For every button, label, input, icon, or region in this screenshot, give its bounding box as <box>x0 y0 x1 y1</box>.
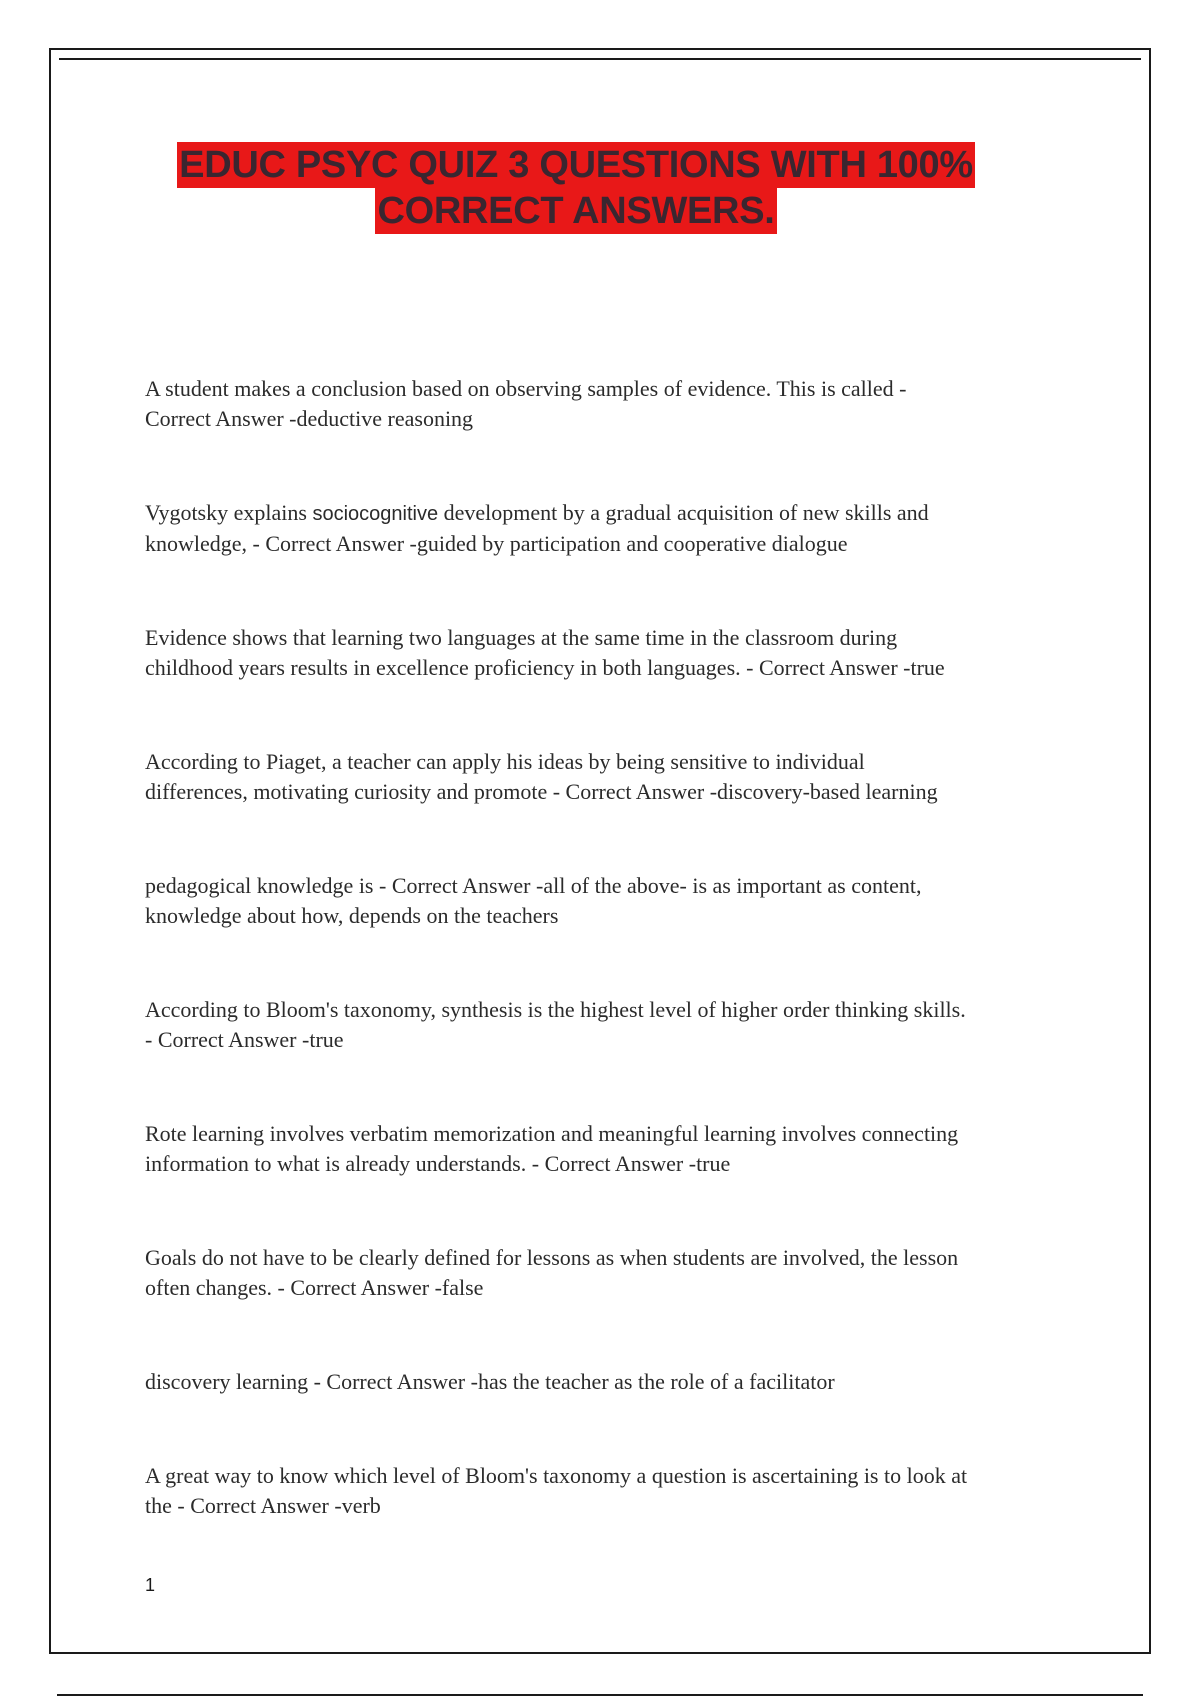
next-page-rule <box>57 1694 1143 1696</box>
qa-item-6 <box>145 995 1065 1055</box>
qa-text: discovery learning - Correct Answer -has the teacher as the role of a facilitator <box>145 1369 835 1394</box>
qa-text: the - Correct Answer -verb <box>145 1493 381 1518</box>
qa-text: Vygotsky explains <box>145 500 313 525</box>
qa-text: Rote learning involves verbatim memorization and meaningful learning involves connecting <box>145 1121 959 1146</box>
qa-text: According to Piaget, a teacher can apply his ideas by being sensitive to individual <box>145 749 865 774</box>
qa-text: development by a gradual acquisition of new skills and <box>438 500 929 525</box>
qa-text: Evidence shows that learning two languages at the same time in the classroom during <box>145 625 898 650</box>
document-title <box>96 142 1056 234</box>
qa-item-9 <box>145 1367 1065 1397</box>
qa-text: childhood years results in excellence proficiency in both languages. - Correct Answer -true <box>145 655 945 680</box>
qa-list <box>145 374 1065 1585</box>
qa-text: A student makes a conclusion based on observing samples of evidence. This is called - <box>145 376 907 401</box>
qa-text: - Correct Answer -true <box>145 1027 344 1052</box>
qa-text: Correct Answer -deductive reasoning <box>145 406 474 431</box>
qa-item-10 <box>145 1461 1065 1521</box>
qa-text: According to Bloom's taxonomy, synthesis is the highest level of higher order thinking skills. <box>145 997 966 1022</box>
qa-item-5 <box>145 871 1065 931</box>
qa-item-2 <box>145 498 1065 559</box>
qa-text: A great way to know which level of Bloom's taxonomy a question is ascertaining is to look at <box>145 1463 968 1488</box>
page-number: 1 <box>145 1575 156 1595</box>
title-line-2: CORRECT ANSWERS. <box>377 190 775 232</box>
qa-item-8 <box>145 1243 1065 1303</box>
qa-text: often changes. - Correct Answer -false <box>145 1275 484 1300</box>
qa-text: Goals do not have to be clearly defined for lessons as when students are involved, the lesson <box>145 1245 959 1270</box>
qa-text: knowledge, - Correct Answer -guided by participation and cooperative dialogue <box>145 531 848 556</box>
qa-text: knowledge about how, depends on the teachers <box>145 903 559 928</box>
qa-text: differences, motivating curiosity and promote - Correct Answer -discovery-based learning <box>145 779 938 804</box>
title-line-1: EDUC PSYC QUIZ 3 QUESTIONS WITH 100% <box>179 144 973 186</box>
qa-item-4 <box>145 747 1065 807</box>
qa-text-sans: sociocognitive <box>312 503 439 525</box>
qa-item-1 <box>145 374 1065 434</box>
qa-item-3 <box>145 623 1065 683</box>
top-rule <box>59 58 1141 60</box>
qa-item-7 <box>145 1119 1065 1179</box>
qa-text: information to what is already understands. - Correct Answer -true <box>145 1151 731 1176</box>
qa-text: pedagogical knowledge is - Correct Answer -all of the above- is as important as content, <box>145 873 922 898</box>
